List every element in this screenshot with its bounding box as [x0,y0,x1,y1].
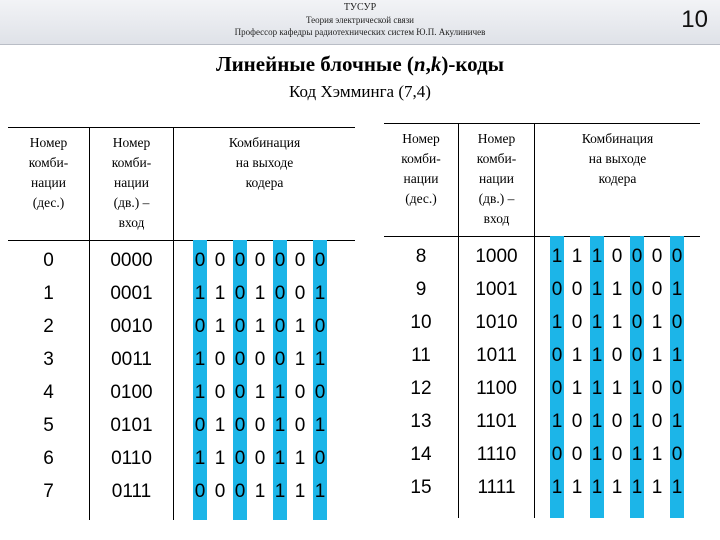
cell-bit: 0 [254,415,266,436]
cell-bit: 1 [611,312,623,333]
cell-bit: 1 [611,477,623,498]
cell-bin: 0110 [111,448,152,469]
cell-bit: 1 [214,283,226,304]
cell-bit: 1 [551,477,563,498]
cell-bit: 1 [571,246,583,267]
table-header-divider [8,240,355,241]
cell-dec: 15 [410,477,432,498]
cell-bit: 1 [671,345,683,366]
cell-bit: 1 [214,316,226,337]
cell-bit: 1 [571,378,583,399]
cell-bin: 1111 [477,477,516,498]
cell-bit: 0 [274,250,286,271]
cell-bit: 1 [591,411,603,432]
table-header-divider [384,236,700,237]
cell-dec: 2 [43,316,54,337]
cell-bin: 0011 [111,349,152,370]
cell-bit: 0 [611,246,623,267]
cell-bit: 1 [314,415,326,436]
cell-bit: 0 [274,316,286,337]
cell-dec: 5 [43,415,54,436]
page-subtitle: Код Хэмминга (7,4) [289,82,431,101]
cell-dec: 12 [410,378,432,399]
slide-number: 10 [681,6,708,33]
cell-dec: 10 [410,312,432,333]
cell-bit: 1 [254,316,266,337]
cell-bit: 0 [214,349,226,370]
cell-bit: 0 [611,444,623,465]
cell-bin: 0100 [110,382,153,403]
cell-bit: 1 [254,382,266,403]
cell-bit: 0 [631,345,643,366]
cell-bit: 0 [254,448,266,469]
header-course: Теория электрической связи [305,15,414,25]
cell-bit: 1 [274,481,286,502]
cell-dec: 13 [410,411,432,432]
cell-bit: 0 [651,411,663,432]
cell-bin: 1010 [475,312,518,333]
cell-bit: 0 [234,481,246,502]
cell-bit: 1 [631,477,643,498]
cell-bit: 1 [651,345,663,366]
cell-bin: 1100 [476,378,517,399]
cell-bit: 1 [631,411,643,432]
cell-bit: 0 [571,411,583,432]
cell-bit: 1 [591,312,603,333]
cell-bit: 1 [294,448,306,469]
title-text: Линейные блочные (n,k)-коды [215,52,505,76]
cell-bit: 0 [671,444,683,465]
cell-bit: 1 [254,481,266,502]
cell-bit: 0 [314,382,326,403]
cell-bit: 0 [234,250,246,271]
cell-bit: 0 [651,378,663,399]
cell-bit: 0 [651,246,663,267]
cell-bin: 1110 [476,444,517,465]
cell-bit: 1 [591,444,603,465]
table-top-border [8,127,355,128]
header-out: Комбинация на выходе кодера [228,135,301,190]
cell-bit: 1 [591,279,603,300]
cell-bit: 1 [591,477,603,498]
cell-dec: 7 [43,481,54,502]
cell-dec: 11 [411,345,431,366]
cell-bit: 1 [294,316,306,337]
cell-bit: 0 [631,246,643,267]
header-bin: Номер комби- нации (дв.) – вход [111,135,152,230]
cell-bit: 1 [671,279,683,300]
cell-bin: 1001 [475,279,518,300]
header-bin: Номер комби- нации (дв.) – вход [476,131,517,226]
cell-bit: 0 [671,246,683,267]
cell-bit: 0 [234,382,246,403]
cell-bit: 0 [551,345,563,366]
cell-bit: 1 [651,444,663,465]
cell-bit: 0 [294,415,306,436]
cell-bit: 1 [274,448,286,469]
cell-bit: 1 [194,349,206,370]
cell-bit: 0 [194,415,206,436]
cell-bit: 1 [611,279,623,300]
cell-bit: 0 [551,378,563,399]
cell-bit: 1 [194,448,206,469]
cell-bin: 0010 [110,316,153,337]
header-out: Комбинация на выходе кодера [581,131,654,186]
cell-bit: 1 [631,444,643,465]
cell-bit: 0 [294,283,306,304]
cell-bit: 0 [571,444,583,465]
cell-bit: 0 [671,378,683,399]
cell-bit: 1 [194,283,206,304]
cell-bit: 1 [651,312,663,333]
cell-dec: 8 [415,246,427,267]
cell-bit: 1 [551,411,563,432]
cell-bit: 0 [234,349,246,370]
header-dec: Номер комби- нации (дес.) [28,135,69,210]
cell-bit: 0 [631,279,643,300]
cell-bit: 1 [631,378,643,399]
header-org: ТУСУР [343,2,377,13]
cell-bin: 0001 [110,283,153,304]
cell-bit: 0 [214,382,226,403]
cell-bit: 0 [314,448,326,469]
cell-dec: 1 [43,283,54,304]
header-dec: Номер комби- нации (дес.) [401,131,441,206]
cell-bit: 0 [234,415,246,436]
cell-bit: 0 [571,279,583,300]
slide-header [0,0,720,45]
cell-bin: 1101 [476,411,517,432]
cell-bit: 1 [591,378,603,399]
cell-bit: 0 [254,349,266,370]
cell-bit: 1 [294,481,306,502]
cell-bit: 0 [194,250,206,271]
cell-bit: 1 [551,312,563,333]
cell-bit: 0 [294,382,306,403]
cell-bit: 0 [651,279,663,300]
cell-bit: 0 [314,316,326,337]
cell-bin: 1011 [476,345,517,366]
cell-bit: 1 [611,378,623,399]
cell-bit: 1 [214,448,226,469]
cell-bit: 1 [591,345,603,366]
cell-bit: 1 [214,415,226,436]
cell-bit: 0 [274,349,286,370]
cell-bit: 0 [611,411,623,432]
cell-bit: 0 [274,283,286,304]
cell-bit: 0 [671,312,683,333]
cell-bit: 1 [194,382,206,403]
cell-dec: 0 [43,250,54,271]
cell-bit: 1 [294,349,306,370]
cell-bit: 0 [611,345,623,366]
cell-bit: 1 [314,349,326,370]
codes-table-right [384,123,700,518]
cell-bit: 1 [571,345,583,366]
cell-bit: 0 [234,283,246,304]
page-title [0,52,720,77]
cell-bin: 0000 [110,250,153,271]
cell-bit: 1 [314,283,326,304]
cell-bit: 1 [274,415,286,436]
cell-bit: 1 [671,477,683,498]
cell-bit: 0 [194,316,206,337]
cell-bit: 0 [551,444,563,465]
cell-bit: 1 [551,246,563,267]
cell-bit: 1 [671,411,683,432]
cell-bit: 0 [314,250,326,271]
cell-bit: 0 [631,312,643,333]
table-top-border [384,123,700,124]
cell-bit: 1 [571,477,583,498]
cell-dec: 3 [43,349,54,370]
cell-bit: 0 [214,250,226,271]
header-author: Профессор кафедры радиотехнических систем Ю.П. Акулиничев [234,27,486,37]
cell-bit: 1 [651,477,663,498]
cell-bit: 0 [214,481,226,502]
cell-bit: 1 [274,382,286,403]
cell-bin: 0111 [111,481,152,502]
codes-table-left [8,127,355,520]
cell-bit: 1 [591,246,603,267]
cell-bit: 0 [194,481,206,502]
cell-bit: 1 [314,481,326,502]
cell-bit: 0 [571,312,583,333]
cell-bit: 0 [234,448,246,469]
cell-dec: 9 [415,279,427,300]
cell-bit: 0 [294,250,306,271]
cell-bit: 0 [234,316,246,337]
cell-bit: 0 [551,279,563,300]
cell-dec: 4 [43,382,54,403]
cell-bit: 0 [254,250,266,271]
cell-bit: 1 [254,283,266,304]
cell-bin: 0101 [110,415,153,436]
cell-bin: 1000 [475,246,518,267]
cell-dec: 14 [410,444,432,465]
cell-dec: 6 [43,448,54,469]
